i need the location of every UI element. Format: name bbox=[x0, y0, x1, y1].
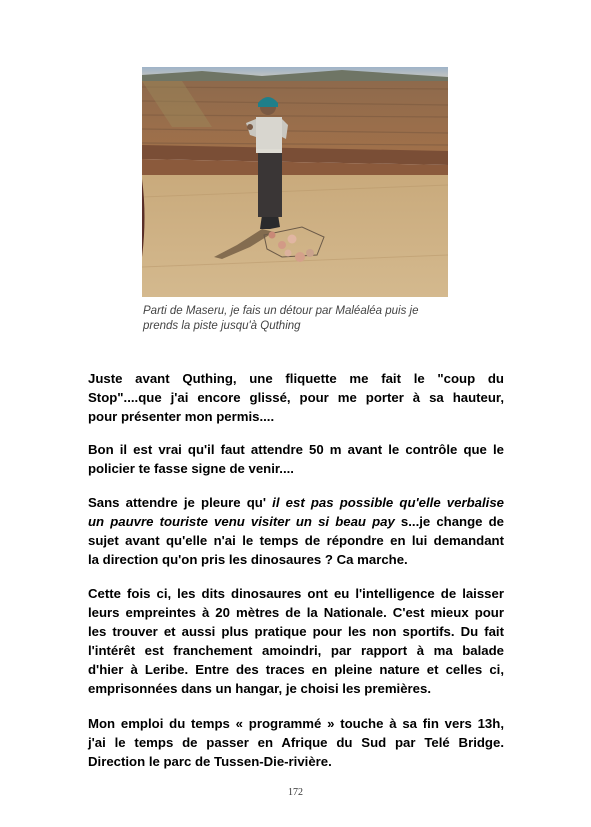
text-line bbox=[88, 493, 504, 512]
text-line: j'ai le temps de passer en Afrique du Sud par Telé Bridge. bbox=[88, 735, 504, 750]
text-italic: un pauvre touriste venu visiter un si beau pay bbox=[88, 514, 395, 529]
photo-illustration bbox=[142, 67, 448, 297]
paragraph-controle bbox=[88, 440, 504, 478]
text-line: les trouver et aussi plus pratique pour les non sportifs. Du fait bbox=[88, 624, 504, 639]
text-line: pour présenter mon permis.... bbox=[88, 409, 275, 424]
text-line: la direction qu'on pris les dinosaures ? Ca marche. bbox=[88, 552, 408, 567]
paragraph-empreintes bbox=[88, 584, 504, 698]
text-line: Juste avant Quthing, une fliquette me fait le "coup du bbox=[88, 371, 504, 386]
text-line: Direction le parc de Tussen-Die-rivière. bbox=[88, 754, 332, 769]
text-plain: Sans attendre je pleure qu' bbox=[88, 495, 273, 510]
text-line: leurs empreintes à 20 mètres de la Nationale. C'est mieux pour bbox=[88, 605, 504, 620]
text-line: Bon il est vrai qu'il faut attendre 50 m avant le contrôle que le bbox=[88, 442, 504, 457]
text-line: Cette fois ci, les dits dinosaures ont eu l'intelligence de laisser bbox=[88, 586, 504, 601]
roadside-photo bbox=[142, 67, 448, 297]
caption-line-1: Parti de Maseru, je fais un détour par Maléaléa puis je bbox=[143, 305, 419, 317]
text-plain: s...je change de bbox=[394, 514, 504, 529]
page-number: 172 bbox=[288, 787, 303, 798]
paragraph-quthing bbox=[88, 369, 504, 426]
text-line: policier te fasse signe de venir.... bbox=[88, 461, 294, 476]
paragraph-emploi-du-temps bbox=[88, 714, 504, 771]
text-line: Stop"....que j'ai encore glissé, pour me porter à sa hauteur, bbox=[88, 390, 504, 405]
text-italic: il est pas possible qu'elle verbalise bbox=[272, 495, 504, 510]
text-line: l'intérêt est franchement amoindri, par rapport à ma balade bbox=[88, 643, 504, 658]
text-line: emprisonnées dans un hangar, je choisi les premières. bbox=[88, 681, 432, 696]
caption-line-2: prends la piste jusqu'à Quthing bbox=[143, 320, 301, 332]
photo-caption bbox=[143, 304, 453, 334]
text-line bbox=[88, 512, 504, 531]
paragraph-dinosaures-question bbox=[88, 493, 504, 569]
text-line: d'hier à Leribe. Entre des traces en pleine nature et celles ci, bbox=[88, 662, 504, 677]
text-line: Mon emploi du temps « programmé » touche à sa fin vers 13h, bbox=[88, 716, 504, 731]
text-line: sujet avant qu'elle n'ai le temps de répondre en lui demandant bbox=[88, 533, 504, 548]
